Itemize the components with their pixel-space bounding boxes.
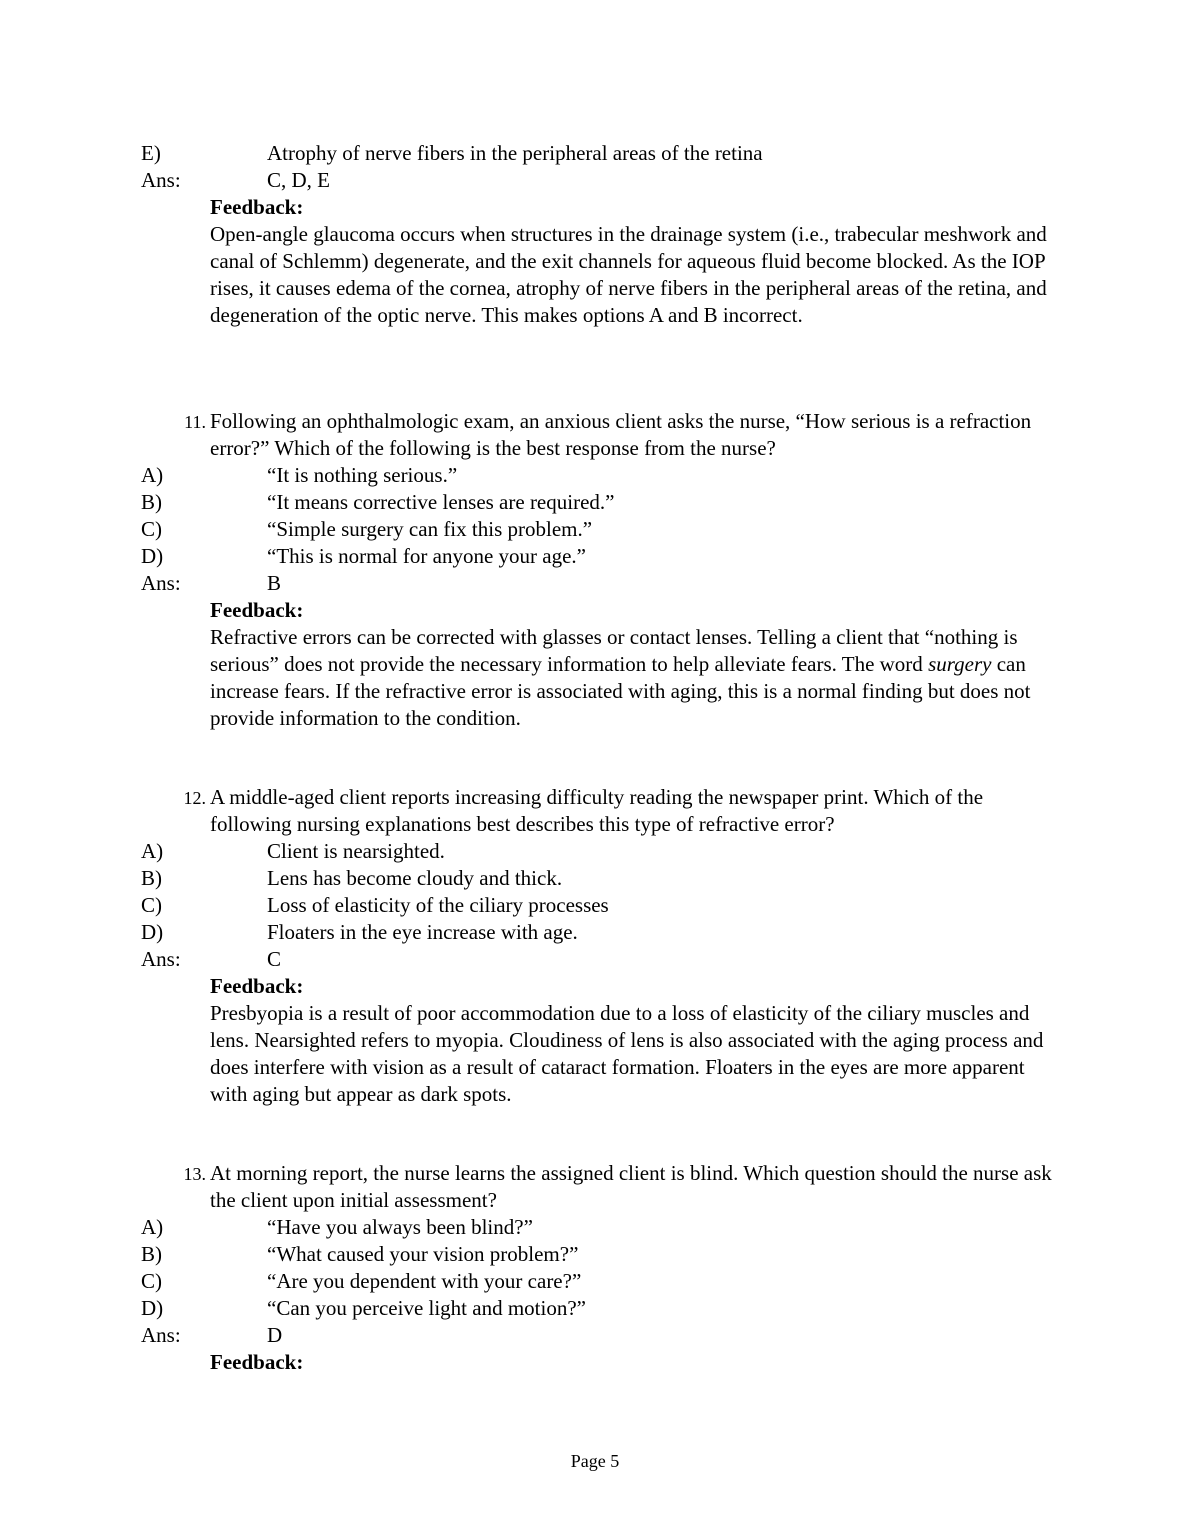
q12-feedback-heading: Feedback:: [210, 974, 304, 998]
answer-value: C, D, E: [267, 168, 330, 192]
option-text: “Are you dependent with your care?”: [267, 1269, 582, 1293]
q12-option-a: [141, 838, 1061, 865]
answer-value: B: [267, 571, 282, 595]
option-text: “It is nothing serious.”: [267, 463, 458, 487]
option-text: “Have you always been blind?”: [267, 1215, 533, 1239]
q12-answer: [141, 946, 1061, 973]
answer-value: D: [267, 1323, 283, 1347]
option-label: C): [141, 1269, 162, 1293]
option-text: Atrophy of nerve fibers in the peripheral areas of the retina: [267, 141, 763, 165]
q10-feedback-text: Open-angle glaucoma occurs when structures in the drainage system (i.e., trabecular meshwork and canal of Schlemm) degenerate, and the exit channels for aqueous fluid become blocked. As the IOP rises, it causes edema of the cornea, atrophy of nerve fibers in the peripheral areas of the retina, and degeneration of the optic nerve. This makes options A and B incorrect.: [210, 222, 1047, 327]
q13-stem: At morning report, the nurse learns the assigned client is blind. Which question should the nurse ask the client upon initial assessment?: [210, 1161, 1052, 1212]
q11-option-c: [141, 516, 1061, 543]
option-label: D): [141, 1296, 164, 1320]
option-text: “It means corrective lenses are required.”: [267, 490, 615, 514]
q13-number: 13.: [183, 1164, 206, 1184]
option-text: “Can you perceive light and motion?”: [267, 1296, 586, 1320]
q12-stem: A middle-aged client reports increasing difficulty reading the newspaper print. Which of the following nursing explanations best describes this type of refractive error?: [210, 785, 984, 836]
option-text: Lens has become cloudy and thick.: [267, 866, 563, 890]
answer-label: Ans:: [141, 571, 181, 595]
q12-option-d: [141, 919, 1061, 946]
q13-feedback-heading: Feedback:: [210, 1350, 304, 1374]
answer-label: Ans:: [141, 1323, 181, 1347]
option-text: Floaters in the eye increase with age.: [267, 920, 578, 944]
page-number: Page 5: [570, 1451, 620, 1471]
feedback-text-part: Refractive errors can be corrected with glasses or contact lenses. Telling a client that “nothing is serious” does not provide the necessary information to help alleviate fears. The word: [210, 625, 1018, 676]
option-label: C): [141, 517, 162, 541]
q12-feedback-text: Presbyopia is a result of poor accommodation due to a loss of elasticity of the ciliary muscles and lens. Nearsighted refers to myopia. Cloudiness of lens is also associated with the aging process and does interfere with vision as a result of cataract formation. Floaters in the eyes are more apparent with aging but appear as dark spots.: [210, 1001, 1044, 1106]
q12-option-c: [141, 892, 1061, 919]
option-text: Loss of elasticity of the ciliary processes: [267, 893, 609, 917]
option-text: “Simple surgery can fix this problem.”: [267, 517, 593, 541]
q13-option-b: [141, 1241, 1061, 1268]
option-label: B): [141, 866, 162, 890]
option-label: E): [141, 141, 161, 165]
option-label: A): [141, 839, 164, 863]
q11-answer: [141, 570, 1061, 597]
q11-option-d: [141, 543, 1061, 570]
q10-feedback-heading: Feedback:: [210, 195, 304, 219]
q11-feedback-heading: Feedback:: [210, 598, 304, 622]
option-label: B): [141, 490, 162, 514]
feedback-emphasis: surgery: [928, 652, 992, 676]
option-label: C): [141, 893, 162, 917]
q11-feedback-text: [210, 624, 1060, 732]
q10-option-e: [141, 140, 1061, 167]
q11-stem: Following an ophthalmologic exam, an anxious client asks the nurse, “How serious is a refraction error?” Which of the following is the best response from the nurse?: [210, 409, 1032, 460]
feedback-text-part: can increase fears. If the refractive error is associated with aging, this is a normal finding but does not provide information to the condition.: [210, 652, 1031, 730]
q12-number: 12.: [183, 788, 206, 808]
option-text: Client is nearsighted.: [267, 839, 445, 863]
q12-option-b: [141, 865, 1061, 892]
answer-label: Ans:: [141, 947, 181, 971]
q11-option-a: [141, 462, 1061, 489]
option-text: “What caused your vision problem?”: [267, 1242, 579, 1266]
option-label: A): [141, 463, 164, 487]
option-label: D): [141, 920, 164, 944]
q13-option-a: [141, 1214, 1061, 1241]
option-label: D): [141, 544, 164, 568]
q11-number: 11.: [184, 412, 206, 432]
answer-value: C: [267, 947, 282, 971]
q13-answer: [141, 1322, 1061, 1349]
q10-answer: [141, 167, 1061, 194]
option-label: B): [141, 1242, 162, 1266]
option-text: “This is normal for anyone your age.”: [267, 544, 586, 568]
option-label: A): [141, 1215, 164, 1239]
q11-option-b: [141, 489, 1061, 516]
q13-option-c: [141, 1268, 1061, 1295]
q13-option-d: [141, 1295, 1061, 1322]
answer-label: Ans:: [141, 168, 181, 192]
